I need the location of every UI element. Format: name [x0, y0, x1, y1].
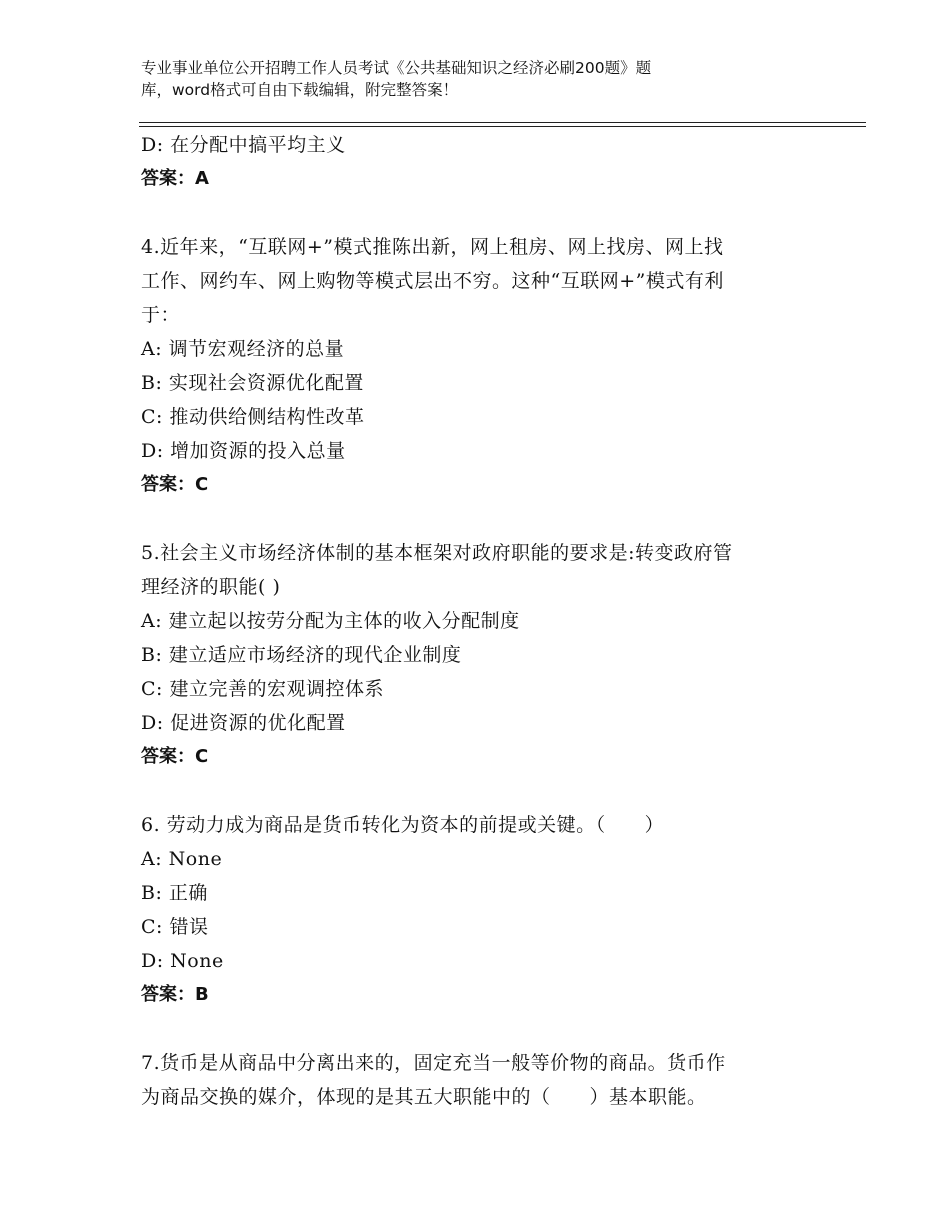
question-3 — [141, 128, 821, 196]
spacer — [141, 774, 821, 808]
answer: 答案：B — [141, 984, 209, 1005]
header-divider-top — [139, 122, 866, 123]
spacer — [141, 1012, 821, 1046]
question-stem-line: 为商品交换的媒介，体现的是其五大职能中的（ ）基本职能。 — [141, 1086, 707, 1108]
question-5 — [141, 536, 821, 774]
spacer — [141, 502, 821, 536]
question-stem-line: 5.社会主义市场经济体制的基本框架对政府职能的要求是:转变政府管 — [141, 542, 733, 564]
question-4 — [141, 230, 821, 502]
option-d: D: None — [141, 950, 224, 972]
answer: 答案：C — [141, 474, 209, 495]
option-c: C: 建立完善的宏观调控体系 — [141, 678, 384, 700]
question-stem-line: 4.近年来，“互联网+”模式推陈出新，网上租房、网上找房、网上找 — [141, 236, 724, 258]
header-title-line-1: 专业事业单位公开招聘工作人员考试《公共基础知识之经济必刷200题》题 — [141, 59, 652, 77]
option-a: A: 建立起以按劳分配为主体的收入分配制度 — [141, 610, 520, 632]
option-c: C: 错误 — [141, 916, 209, 938]
option-c: C: 推动供给侧结构性改革 — [141, 406, 365, 428]
option-d: D: 增加资源的投入总量 — [141, 440, 346, 462]
answer: 答案：A — [141, 168, 209, 189]
document-header — [141, 57, 781, 101]
question-stem-line: 理经济的职能( ) — [141, 576, 281, 598]
option-b: B: 正确 — [141, 882, 208, 904]
option-d: D: 在分配中搞平均主义 — [141, 134, 346, 156]
question-6 — [141, 808, 821, 1012]
option-d: D: 促进资源的优化配置 — [141, 712, 346, 734]
option-a: A: 调节宏观经济的总量 — [141, 338, 345, 360]
option-b: B: 实现社会资源优化配置 — [141, 372, 364, 394]
question-stem-line: 6. 劳动力成为商品是货币转化为资本的前提或关键。（ ） — [141, 814, 665, 836]
question-stem-line: 工作、网约车、网上购物等模式层出不穷。这种“互联网+”模式有利 — [141, 270, 724, 292]
question-stem-line: 于： — [141, 304, 181, 326]
document-body — [141, 128, 821, 1114]
header-title-line-2: 库，word格式可自由下载编辑，附完整答案！ — [141, 81, 459, 99]
answer: 答案：C — [141, 746, 209, 767]
question-7 — [141, 1046, 821, 1114]
option-b: B: 建立适应市场经济的现代企业制度 — [141, 644, 462, 666]
question-stem-line: 7.货币是从商品中分离出来的，固定充当一般等价物的商品。货币作 — [141, 1052, 726, 1074]
option-a: A: None — [141, 848, 223, 870]
spacer — [141, 196, 821, 230]
header-divider-bottom — [139, 126, 866, 127]
